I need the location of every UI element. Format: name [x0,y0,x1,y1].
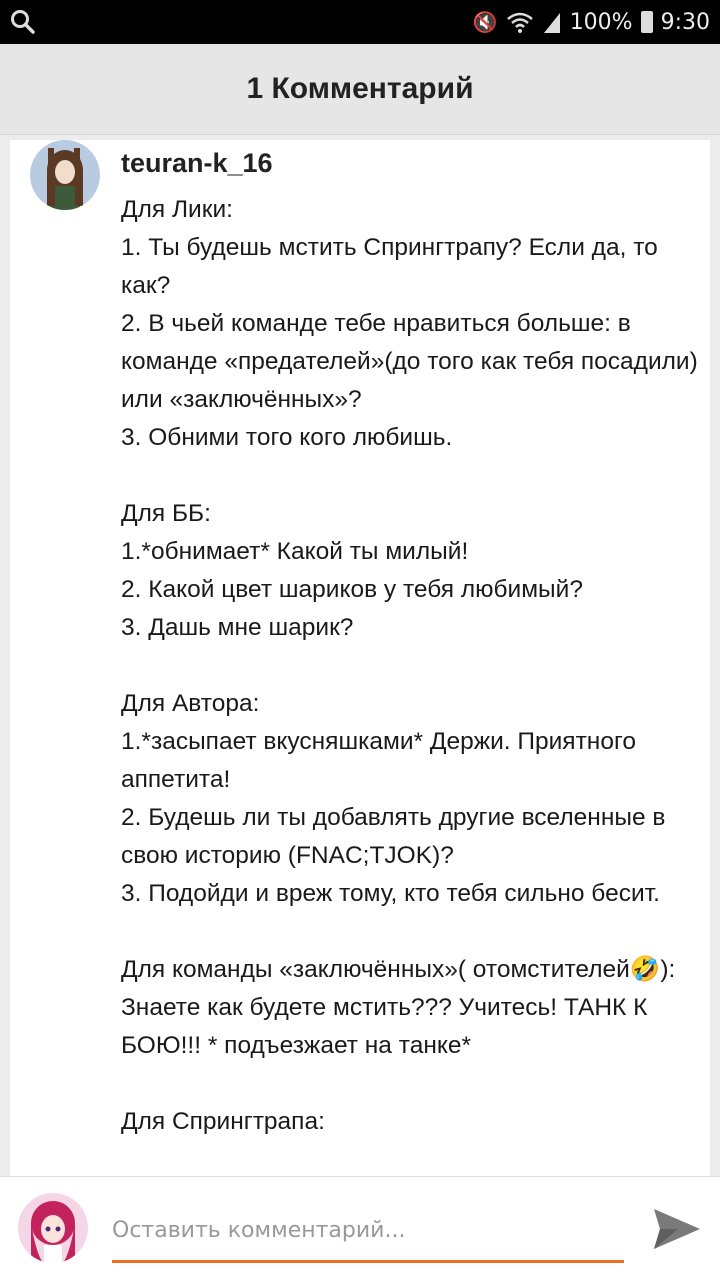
status-bar [0,0,720,44]
mute-icon: 🔇 [472,10,498,34]
page-title: 1 Комментарий [246,72,474,105]
battery-icon [641,11,653,33]
wifi-icon [506,11,534,33]
comment-card [10,140,710,1176]
signal-icon [542,11,562,33]
comment-composer [0,1176,720,1281]
search-icon[interactable] [10,9,36,35]
comment-text: Для Лики: 1. Ты будешь мстить Спрингтрапу? Если да, то как? 2. В чьей команде тебе нравиться больше: в команде «предателей»(до того как тебя посадили) или «заключённых»? 3. Обними того кого любишь. Для ББ: 1.*обнимает* Какой ты милый! 2. Какой цвет шариков у тебя любимый? 3. Дашь мне шарик? Для Автора: 1.*засыпает вкусняшками* Держи. Приятного аппетита! 2. Будешь ли ты добавлять другие вселенные в свою историю (FNAC;TJOK)? 3. Подойди и вреж тому, кто тебя сильно бесит. Для команды «заключённых»( отомстителей🤣): Знаете как будете мстить??? Учитесь! ТАНК К БОЮ!!! * подъезжает на танке* Для Спрингтрапа: [121,196,698,1135]
status-icons [473,0,710,44]
comment-input[interactable] [112,1207,624,1263]
battery-percent: 100% [569,9,633,35]
comment-author[interactable]: teuran-k_16 [121,148,273,178]
send-icon[interactable] [650,1203,702,1255]
clock: 9:30 [660,9,710,35]
current-user-avatar[interactable] [18,1193,88,1263]
avatar[interactable] [30,140,100,210]
app-bar [0,44,720,135]
